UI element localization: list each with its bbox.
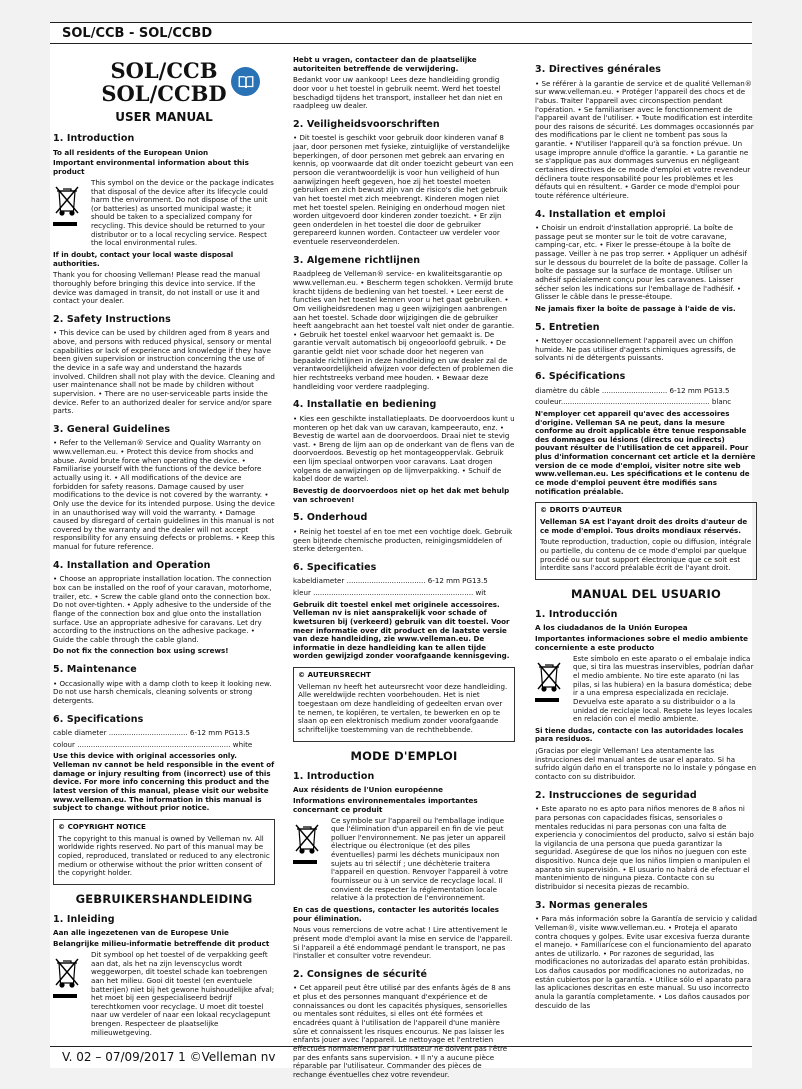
en-heading-specs: 6. Specifications	[53, 713, 144, 725]
fr-copyright-text: Toute reproduction, traduction, copie ou diffusion, intégrale ou partielle, du contenu de ce mode d'emploi par quelque procédé ou sur tout support électronique que ce soit est interdite sans l'accord préalable écrit de l'ayant droit.	[540, 537, 752, 573]
nl-heading-inleiding: 1. Inleiding	[53, 913, 115, 925]
black-bar	[53, 994, 77, 998]
en-copyright-title: © COPYRIGHT NOTICE	[58, 821, 146, 831]
es-heading-guidelines: 3. Normas generales	[535, 899, 648, 911]
nl-install-bold: Bevestig de doorvoerdoos niet op het dak met behulp van schroeven!	[293, 486, 510, 504]
user-manual-title: USER MANUAL	[115, 110, 213, 125]
nl-heading-safety: 2. Veiligheidsvoorschriften	[293, 118, 440, 130]
fr-heading-safety: 2. Consignes de sécurité	[293, 968, 428, 980]
fr-copyright-box	[535, 502, 757, 579]
fr-env-bold: En cas de questions, contacter les autorités locales pour élimination.	[293, 904, 500, 923]
nl-env: Dit symbool op het toestel of de verpakking geeft aan dat, als het na zijn levenscyclus wordt weggeworpen, dit toestel schade kan toebrengen aan het milieu. Gooi dit toestel (en eventuele batterijen) niet bij het gewone huishoudelijke afval; het moet bij een gespecialiseerd bedrijf terechtkomen voor recyclage. U moet dit toestel naar uw verdeler of naar een lokaal recyclagepunt brengen. Respecteer de plaatselijke milieuwetgeving.	[91, 949, 275, 1037]
en-heading-guidelines: 3. General Guidelines	[53, 423, 171, 435]
fr-heading-introduction: 1. Introduction	[293, 770, 375, 782]
nl-heading-guidelines: 3. Algemene richtlijnen	[293, 254, 421, 266]
nl-copyright-text: Velleman nv heeft het auteursrecht voor deze handleiding. Alle wereldwijde rechten voorbehouden. Het is niet toegestaan om deze handleiding of gedeelten ervan over te nemen, te kopiëren, te vertalen, te bewerken en op te slaan op een elektronisch medium zonder voorafgaande schriftelijke toestemming van de rechthebbende.	[298, 681, 508, 734]
nl-copyright-box	[293, 667, 515, 741]
fr-heading-specs: 6. Spécifications	[535, 371, 626, 383]
en-spec-cable-diameter: cable diameter ................................... 6-12 mm PG13.5	[53, 728, 250, 738]
es-env-block	[535, 655, 757, 724]
wheelie-bin-crossed-icon	[53, 183, 81, 219]
es-residents: A los ciudadanos de la Unión Europea	[535, 623, 688, 633]
nl-wheelie-bin-icon	[53, 955, 81, 991]
fr-thanks: Nous vous remercions de votre achat ! Lire attentivement le présent mode d'emploi avant la mise en service de l'appareil. Si l'appareil a été endommagé pendant le transport, ne pas l'installer et consulter votre revendeur.	[293, 925, 513, 961]
fr-use-bold: N'employer cet appareil qu'avec des accessoires d'origine. Velleman SA ne peut, dans la mesure conforme au droit applicable être tenue responsable des dommages ou lésions (directs ou indirects) pouvant résulter de l'utilisation de cet appareil. Pour plus d'information concernant cet article et la dernière version de ce mode d'emploi, visiter notre site web www.velleman.eu. Les spécifications et le contenu de ce mode d'emploi peuvent être modifiés sans notification préalable.	[535, 408, 756, 496]
en-thanks: Thank you for choosing Velleman! Please read the manual thoroughly before bringing this device into service. If the device was damaged in transit, do not install or use it and contact your dealer.	[53, 270, 261, 306]
fr-residents: Aux résidents de l'Union européenne	[293, 785, 443, 795]
fr-title: MODE D'EMPLOI	[350, 748, 458, 763]
fr-install: • Choisir un endroit d'installation approprié. La boîte de passage peut se monter sur le toit de votre caravane, camping-car, etc. • Fixer le presse-étoupe à la boîte de passage. Veiller à ne pas trop serrer. • Appliquer un adhésif sur le dessous du bourrelet de la boîte de passage. Coller la boîte de passage sur la surface de montage. Utiliser un adhésif spécialement conçu pour les caravanes. Laisser sécher selon les indications sur l'emballage de l'adhésif. • Glisser le câble dans le presse-étoupe.	[535, 223, 748, 302]
en-copyright-text: The copyright to this manual is owned by Velleman nv. All worldwide rights reserved. No part of this manual may be copied, reproduced, translated or reduced to any electronic medium or otherwise without the prior written consent of the copyright holder.	[58, 833, 270, 878]
fr-wheelie-bin-icon	[293, 821, 321, 857]
en-residents: To all residents of the European Union	[53, 147, 209, 157]
fr-safety: • Cet appareil peut être utilisé par des enfants âgés de 8 ans et plus et des personnes manquant d'expérience et de connaissances ou dont les capacités physiques, sensorielles ou mentales sont réduites, si elles ont été formées et encadrées quant à l'utilisation de l'appareil d'une manière sûre et connaissent les risques encourus. Ne pas laisser les enfants jouer avec l'appareil. Le nettoyage et l'entretien effectués normalement par l'utilisateur ne doivent pas l'être par des enfants sans supervision. • Il n'y a aucune pièce réparable par l'utilisateur. Commander des pièces de rechange éventuelles chez votre revendeur.	[293, 983, 511, 1079]
nl-safety: • Dit toestel is geschikt voor gebruik door kinderen vanaf 8 jaar, door personen met fysieke, zintuiglijke of verstandelijke beperkingen, of door personen met gebrek aan ervaring en kennis, op voorwaarde dat dit onder toezicht gebeurt van een persoon die verantwoordelijk is voor hun veiligheid of hun aanwijzingen heeft gegeven, hoe zij het toestel moeten gebruiken en zich bewust zijn van de risico's die het gebruik van het toestel met zich meebrengt. Kinderen mogen niet met het toestel spelen. Reiniging en onderhoud mogen niet worden uitgevoerd door kinderen zonder toezicht. • Er zijn geen onderdelen in het toestel die door de gebruiker gerepareerd kunnen worden. Contacteer uw verdeler voor eventuele reserveonderdelen.	[293, 133, 514, 247]
fr-important: Informations environnementales importantes concernant ce produit	[293, 795, 478, 814]
en-install-bold: Do not fix the connection box using screws!	[53, 646, 229, 656]
en-safety: • This device can be used by children aged from 8 years and above, and persons with reduced physical, sensory or mental capabilities or lack of experience and knowledge if they have been given supervision or instruction concerning the use of the device in a safe way and understand the hazards involved. Children shall not play with the device. Cleaning and user maintenance shall not be made by children without supervision. • There are no user-serviceable parts inside the device. Refer to an authorized dealer for service and/or spare parts.	[53, 328, 275, 416]
nl-copyright-title: © AUTEURSRECHT	[298, 670, 371, 680]
en-copyright-box	[53, 819, 275, 885]
es-guidelines: • Para más información sobre la Garantía de servicio y calidad Velleman®, visite www.velleman.eu. • Proteja el aparato contra choques y golpes. Evite usar excesiva fuerza durante el manejo. • Familiarícese con el funcionamiento del aparato antes de utilizarlo. • Por razones de seguridad, las modificaciones no autorizadas del aparato están prohibidas. Los daños causados por modificaciones no autorizadas, no están cubiertos por la garantía. • Utilice sólo el aparato para las aplicaciones descritas en este manual. Su uso incorrecto anula la garantía completamente. • Los daños causados por descuido de las	[535, 914, 757, 1010]
footer-text: V. 02 – 07/09/2017 1 ©Velleman nv	[62, 1050, 276, 1064]
fr-heading-maintenance: 5. Entretien	[535, 321, 600, 333]
fr-env-block	[293, 817, 515, 903]
es-wheelie-bin-icon	[535, 659, 563, 695]
fr-guidelines: • Se référer à la garantie de service et de qualité Velleman® sur www.velleman.eu. • Protéger l'appareil des chocs et de l'abus. Traiter l'appareil avec circonspection pendant l'opération. • Se familiariser avec le fonctionnement de l'appareil avant de l'utiliser. • Toute modification est interdite pour des raisons de sécurité. Les dommages occasionnés par des modifications par le client ne tombent pas sous la garantie. • N'utiliser l'appareil qu'à sa fonction prévue. Un usage impropre annule d'office la garantie. • La garantie ne se s'applique pas aux dommages survenus en négligeant certaines directives de ce mode d'emploi et votre revendeur déclinera toute responsabilité pour les problèmes et les défauts qui en résultent. • Garder ce mode d'emploi pour toute référence ultérieure.	[535, 78, 754, 200]
en-maint: • Occasionally wipe with a damp cloth to keep it looking new. Do not use harsh chemicals, cleaning solvents or strong detergents.	[53, 678, 272, 705]
en-env-block	[53, 179, 275, 248]
document-title: SOL/CCB - SOL/CCBD	[62, 26, 213, 41]
es-safety: • Este aparato no es apto para niños menores de 8 años ni para personas con capacidades físicas, sensoriales o mentales reducidas ni para personas con una falta de experiencia y conocimientos del producto, salvo si están bajo la vigilancia de una persona que pueda garantizar la seguridad. Asegúrese de que los niños no jueguen con este dispositivo. Nunca deje que los niños limpien o manipulen el aparato sin supervisión. • El usuario no habrá de efectuar el mantenimiento de ninguna pieza. Contacte con su distribuidor si necesita piezas de recambio.	[535, 804, 754, 892]
fr-spec-colour: couleur.................................................................. blanc	[535, 397, 732, 407]
en-heading-installation: 4. Installation and Operation	[53, 559, 211, 571]
nl-title: GEBRUIKERSHANDLEIDING	[75, 891, 253, 906]
nl-install: • Kies een geschikte installatieplaats. De doorvoerdoos kunt u monteren op het dak van uw caravan, kampeerauto, enz. • Bevestig de wartel aan de doorvoerdoos. Draai niet te stevig vast. • Breng de lijm aan op de onderkant van de flens van de doorvoerdoos. Bevestig op het montageoppervlak. Gebruik een lijm speciaal ontworpen voor caravans. Laat drogen volgens de aanwijzingen op de lijmverpakking. • Schuif de kabel door de wartel.	[293, 413, 515, 484]
es-heading-introduction: 1. Introducción	[535, 608, 618, 620]
es-env-bold: Si tiene dudas, contacte con las autoridades locales para residuos.	[535, 725, 744, 744]
en-heading-safety: 2. Safety Instructions	[53, 313, 171, 325]
footer-bar	[50, 1046, 752, 1068]
fr-spec-cable-diameter: diamètre du câble ............................. 6-12 mm PG13.5	[535, 385, 730, 395]
en-important-env: Important environmental information about this product	[53, 158, 249, 177]
es-heading-safety: 2. Instrucciones de seguridad	[535, 789, 697, 801]
black-bar	[535, 698, 559, 702]
black-bar	[293, 860, 317, 864]
nl-thanks: Bedankt voor uw aankoop! Lees deze handleiding grondig door voor u het toestel in gebruik neemt. Werd het toestel beschadigd tijdens het transport, installeer het dan niet en raadpleeg uw dealer.	[293, 75, 503, 111]
manual-page	[50, 22, 757, 1079]
en-heading-introduction: 1. Introduction	[53, 132, 135, 144]
nl-heading-specs: 6. Specificaties	[293, 561, 377, 573]
en-env-bold: If in doubt, contact your local waste disposal authorities.	[53, 250, 234, 268]
manual-book-icon	[231, 67, 260, 96]
en-heading-maintenance: 5. Maintenance	[53, 664, 137, 676]
model-line-1: SOL/CCB	[110, 58, 218, 83]
black-bar	[53, 222, 77, 226]
header-bar	[50, 22, 752, 44]
fr-heading-guidelines: 3. Directives générales	[535, 64, 662, 75]
nl-spec-cable-diameter: kabeldiameter ................................... 6-12 mm PG13.5	[293, 576, 488, 586]
column-french-spanish	[535, 56, 757, 1042]
nl-heading-maintenance: 5. Onderhoud	[293, 512, 368, 524]
es-title: MANUAL DEL USUARIO	[571, 586, 721, 601]
fr-install-bold: Ne jamais fixer la boîte de passage à l'aide de vis.	[535, 303, 736, 313]
nl-residents: Aan alle ingezetenen van de Europese Unie	[53, 928, 229, 938]
es-thanks: ¡Gracias por elegir Velleman! Lea atentamente las instrucciones del manual antes de usar el aparato. Si ha sufrido algún daño en el transporte no lo instale y póngase en contacto con su distribuidor.	[535, 746, 757, 782]
nl-env-bold: Hebt u vragen, contacteer dan de plaatselijke autoriteiten betreffende de verwijdering.	[293, 55, 477, 73]
nl-maint: • Reinig het toestel af en toe met een vochtige doek. Gebruik geen bijtende chemische producten, reinigingsmiddelen of sterke detergenten.	[293, 526, 513, 554]
fr-copyright-title: © DROITS D'AUTEUR	[540, 505, 623, 515]
model-line-2: SOL/CCBD	[101, 80, 227, 106]
nl-use-bold: Gebruik dit toestel enkel met originele accessoires. Velleman nv is niet aansprakelijk voor schade of kwetsuren bij (verkeerd) gebruik van dit toestel. Voor meer informatie over dit product en de laatste versie van deze handleiding, zie www.velleman.eu. De informatie in deze handleiding kan te allen tijde worden gewijzigd zonder voorafgaande kennisgeving.	[293, 599, 510, 661]
nl-important: Belangrijke milieu-informatie betreffende dit product	[53, 939, 270, 949]
en-guidelines: • Refer to the Velleman® Service and Quality Warranty on www.velleman.eu. • Protect this device from shocks and abuse. Avoid brute force when operating the device. • Familiarise yourself with the functions of the device before actually using it. • All modifications of the device are forbidden for safety reasons. Damage caused by user modifications to the device is not covered by the warranty. • Only use the device for its intended purpose. Using the device in an unauthorised way will void the warranty. • Damage caused by disregard of certain guidelines in this manual is not covered by the warranty and the dealer will not accept responsibility for any ensuing defects or problems. • Keep this manual for future reference.	[53, 438, 275, 552]
nl-env-block	[53, 951, 275, 1037]
es-important: Importantes informaciones sobre el medio ambiente concerniente a este producto	[535, 634, 749, 652]
en-spec-colour: colour .................................................................... white	[53, 739, 253, 749]
nl-guidelines: Raadpleeg de Velleman® service- en kwaliteitsgarantie op www.velleman.eu. • Bescherm tegen schokken. Vermijd brute kracht tijdens de bediening van het toestel. • Leer eerst de functies van het toestel kennen voor u het gaat gebruiken. • Om veiligheidsredenen mag u geen wijzigingen aanbrengen aan het toestel. Schade door wijzigingen die de gebruiker heeft aangebracht aan het toestel valt niet onder de garantie. • Gebruik het toestel enkel waarvoor het gemaakt is. De garantie vervalt automatisch bij ongeoorloofd gebruik. • De garantie geldt niet voor schade door het negeren van bepaalde richtlijnen in deze handleiding en uw dealer zal de verantwoordelijkheid afwijzen voor defecten of problemen die hier rechtstreeks verband mee houden. • Bewaar deze handleiding voor verdere raadpleging.	[293, 269, 515, 391]
en-env-text: This symbol on the device or the package indicates that disposal of the device after its lifecycle could harm the environment. Do not dispose of the unit (or batteries) as unsorted municipal waste; it should be taken to a specialized company for recycling. This device should be returned to your distributor or to a local recycling service. Respect the local environmental rules.	[91, 177, 274, 248]
fr-env: Ce symbole sur l'appareil ou l'emballage indique que l'élimination d'un appareil en fin de vie peut polluer l'environnement. Ne pas jeter un appareil électrique ou électronique (et des piles éventuelles) parmi les déchets municipaux non sujets au tri sélectif ; une déchèterie traitera l'appareil en question. Renvoyer l'appareil à votre fournisseur ou à un service de recyclage local. Il convient de respecter la réglementation locale relative à la protection de l'environnement.	[331, 815, 508, 903]
fr-maint: • Nettoyer occasionnellement l'appareil avec un chiffon humide. Ne pas utiliser d'agents chimiques agressifs, de solvants ni de détergents puissants.	[535, 336, 736, 363]
nl-spec-colour: kleur ....................................................................... wit	[293, 588, 487, 597]
nl-heading-installation: 4. Installatie en bediening	[293, 399, 437, 411]
en-install: • Choose an appropriate installation location. The connection box can be installed on the roof of your caravan, motorhome, trailer, etc. • Screw the cable gland onto the connection box. Do not over-tighten. • Apply adhesive to the underside of the flange of the connection box and glue onto the installation surface. Use an appropriate adhesive for caravans. Let dry according to the instructions on the adhesive package. • Guide the cable through the cable gland.	[53, 574, 272, 644]
fr-heading-installation: 4. Installation et emploi	[535, 208, 666, 220]
column-dutch-french	[293, 55, 515, 1079]
column-english	[53, 56, 275, 1042]
en-use-bold: Use this device with original accessories only. Velleman nv cannot be held responsible in the event of damage or injury resulting from (incorrect) use of this device. For more info concerning this product and the latest version of this manual, please visit our website www.velleman.eu. The information in this manual is subject to change without prior notice.	[53, 751, 275, 813]
fr-copyright-bold: Velleman SA est l'ayant droit des droits d'auteur de ce mode d'emploi. Tous droits mondiaux réservés.	[540, 516, 748, 535]
es-env: Este símbolo en este aparato o el embalaje indica que, si tira las muestras inservibles, podrían dañar el medio ambiente. No tire este aparato (ni las pilas, si las hubiera) en la basura doméstica; debe ir a una empresa especializada en reciclaje. Devuelva este aparato a su distribuidor o a la unidad de reciclaje local. Respete las leyes locales en relación con el medio ambiente.	[573, 653, 754, 724]
